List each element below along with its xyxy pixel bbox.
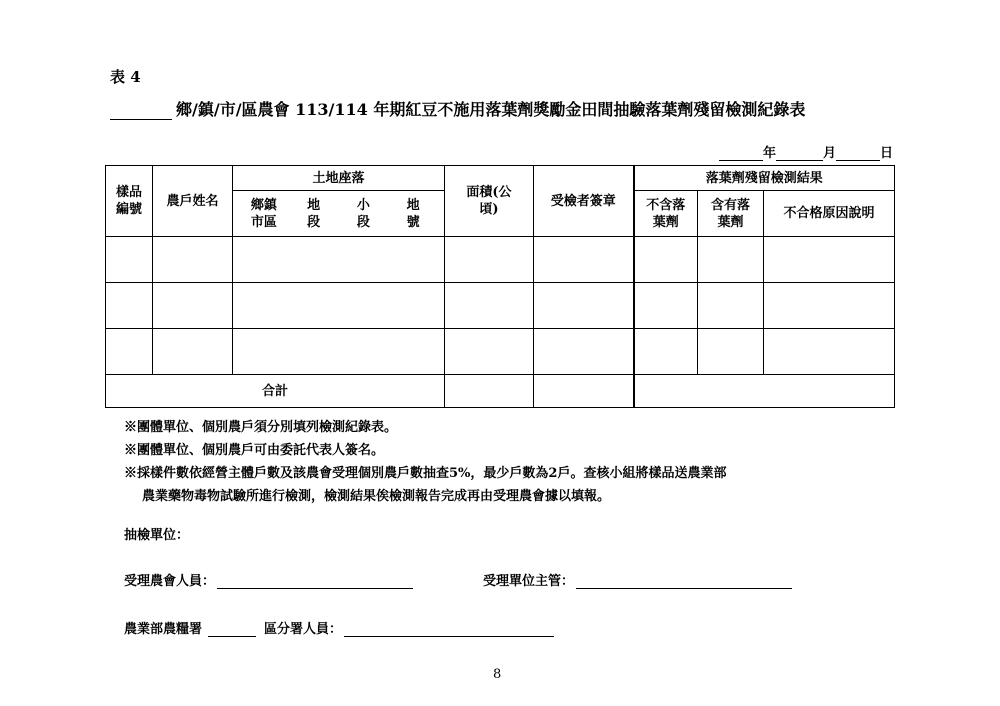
test-result-header: 落葉劑殘留檢測結果 [634,166,895,191]
has-defoliant-header: 含有落葉劑 [698,191,764,237]
form-title-text: 鄉/鎮/市/區農會 113/114 年期紅豆不施用落葉劑獎勵金田間抽驗落葉劑殘留檢測紀錄表 [176,100,806,119]
township-header: 鄉鎮市區 [250,197,277,230]
table-cell[interactable] [698,237,764,283]
fail-reason-header: 不合格原因說明 [764,191,895,237]
unit-supervisor-label: 受理單位主管： [483,574,575,589]
day-label: 日 [879,146,893,161]
table-cell[interactable] [445,329,534,375]
inspection-record-table [105,165,895,408]
farm-assoc-staff-blank[interactable] [217,573,413,589]
table-cell[interactable] [153,283,233,329]
total-signature-cell[interactable] [534,375,634,408]
table-cell[interactable] [764,237,895,283]
farm-assoc-staff-field [124,570,413,589]
table-cell[interactable] [233,329,445,375]
land-subheaders [233,191,445,237]
land-section-header: 地段 [307,197,321,230]
sample-number-header: 樣品編號 [106,166,153,237]
note-item: 農業藥物毒物試驗所進行檢測，檢測結果俟檢測報告完成再由受理農會據以填報。 [142,489,611,504]
land-location-header: 土地座落 [233,166,445,191]
form-title [110,97,805,120]
total-result-cell[interactable] [634,375,895,408]
table-number-label: 表 4 [110,68,141,86]
month-label: 月 [822,146,836,161]
page-number: 8 [493,667,502,682]
note-item: ※採樣件數依經營主體戶數及該農會受理個別農戶數抽查5%，最少戶數為2戶。查核小組將樣品送農業部 [124,466,727,481]
table-cell[interactable] [764,329,895,375]
unit-supervisor-blank[interactable] [576,573,792,589]
moa-agency-label: 農業部農糧署 [124,622,203,637]
lot-number-header: 地號 [406,197,420,230]
day-blank[interactable] [836,145,880,161]
total-area-cell[interactable] [445,375,534,408]
table-row [106,329,895,375]
inspect-unit-label: 抽檢單位： [124,528,190,543]
table-cell[interactable] [634,237,698,283]
moa-agency-blank[interactable] [208,621,256,637]
unit-supervisor-field [483,570,792,589]
signature-header: 受檢者簽章 [534,166,634,237]
no-defoliant-header: 不含落葉劑 [634,191,698,237]
table-cell[interactable] [153,329,233,375]
title-blank-line[interactable] [110,101,172,120]
date-line [700,142,893,161]
total-label: 合計 [106,375,445,408]
note-item: ※團體單位、個別農戶可由委託代表人簽名。 [124,443,385,458]
moa-agency-field [124,618,554,637]
sub-section-header: 小段 [356,197,370,230]
notes-block [124,416,726,508]
month-blank[interactable] [776,145,823,161]
table-cell[interactable] [534,237,634,283]
farmer-name-header: 農戶姓名 [153,166,233,237]
table-cell[interactable] [106,329,153,375]
table-cell[interactable] [698,329,764,375]
table-row [106,283,895,329]
total-row [106,375,895,408]
table-row [106,237,895,283]
table-cell[interactable] [534,329,634,375]
year-blank[interactable] [719,145,763,161]
table-cell[interactable] [106,237,153,283]
table-cell[interactable] [534,283,634,329]
table-cell[interactable] [153,237,233,283]
table-cell[interactable] [698,283,764,329]
table-cell[interactable] [634,283,698,329]
table-cell[interactable] [445,237,534,283]
note-item: ※團體單位、個別農戶須分別填列檢測紀錄表。 [124,420,398,435]
table-cell[interactable] [233,283,445,329]
table-cell[interactable] [106,283,153,329]
farm-assoc-staff-label: 受理農會人員： [124,574,216,589]
table-cell[interactable] [634,329,698,375]
inspect-unit-field [124,524,189,543]
table-cell[interactable] [764,283,895,329]
area-header: 面積(公頃) [445,166,534,237]
branch-staff-label: 區分署人員： [264,622,343,637]
table-cell[interactable] [445,283,534,329]
year-label: 年 [762,146,776,161]
header-row-1 [106,166,895,191]
table-cell[interactable] [233,237,445,283]
branch-staff-blank[interactable] [344,621,554,637]
